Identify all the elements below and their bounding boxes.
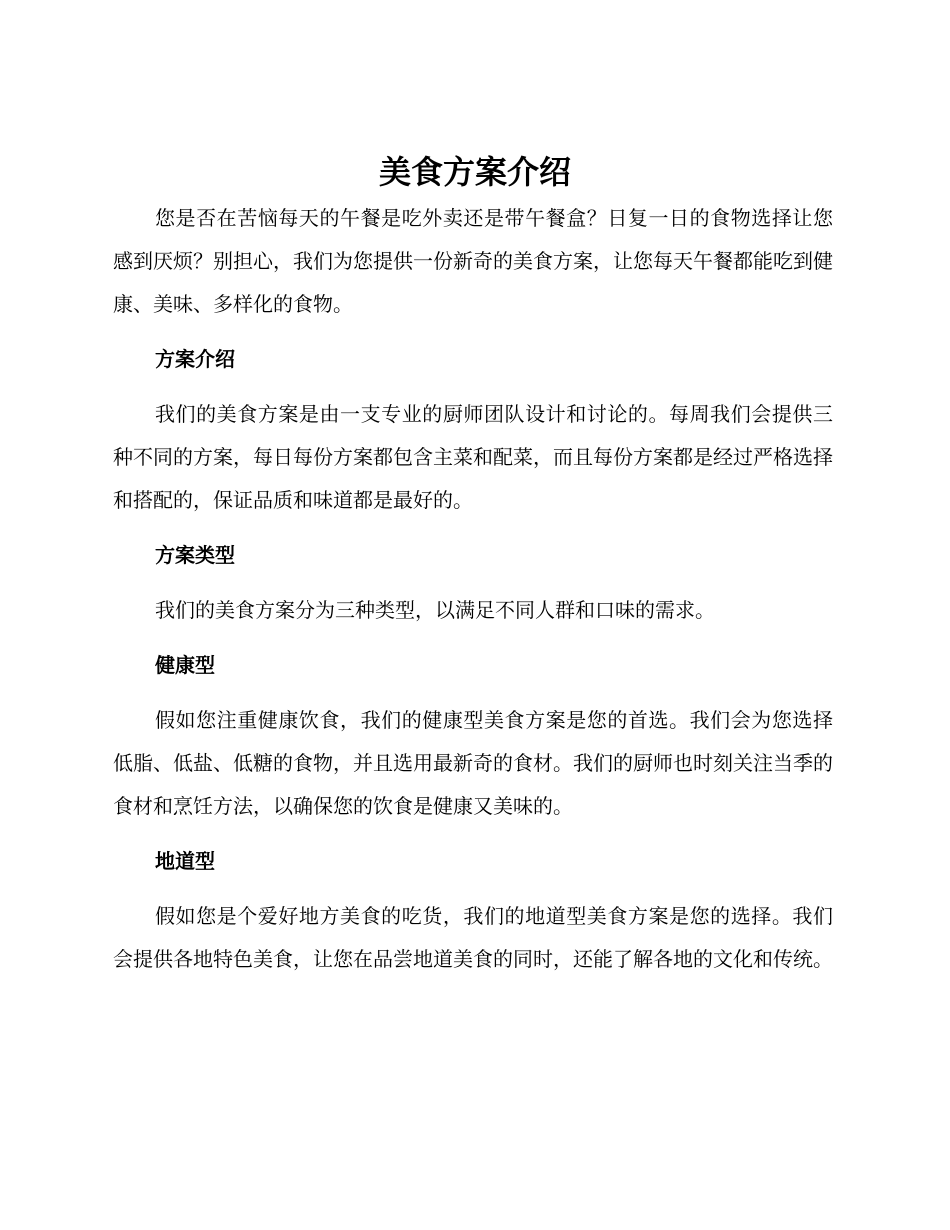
section-paragraph-plan-intro: 我们的美食方案是由一支专业的厨师团队设计和讨论的。每周我们会提供三种不同的方案，每日每份方案都包含主菜和配菜，而且每份方案都是经过严格选择和搭配的，保证品质和味道都是最好的。 — [113, 402, 833, 512]
section-heading-plan-types: 方案类型 — [155, 543, 235, 567]
page-title: 美食方案介绍 — [378, 153, 571, 191]
section-paragraph-healthy: 假如您注重健康饮食，我们的健康型美食方案是您的首选。我们会为您选择低脂、低盐、低糖的食物，并且选用最新奇的食材。我们的厨师也时刻关注当季的食材和烹饪方法，以确保您的饮食是健康又美味的。 — [113, 708, 833, 818]
section-heading-plan-intro: 方案介绍 — [155, 347, 235, 371]
section-paragraph-plan-types: 我们的美食方案分为三种类型，以满足不同人群和口味的需求。 — [155, 598, 715, 622]
section-paragraph-local: 假如您是个爱好地方美食的吃货，我们的地道型美食方案是您的选择。我们会提供各地特色美食，让您在品尝地道美食的同时，还能了解各地的文化和传统。 — [113, 904, 833, 971]
section-heading-local: 地道型 — [155, 849, 215, 873]
intro-paragraph: 您是否在苦恼每天的午餐是吃外卖还是带午餐盒？日复一日的食物选择让您感到厌烦？别担心，我们为您提供一份新奇的美食方案，让您每天午餐都能吃到健康、美味、多样化的食物。 — [113, 206, 833, 316]
section-heading-healthy: 健康型 — [155, 653, 215, 677]
document-body — [113, 197, 833, 981]
